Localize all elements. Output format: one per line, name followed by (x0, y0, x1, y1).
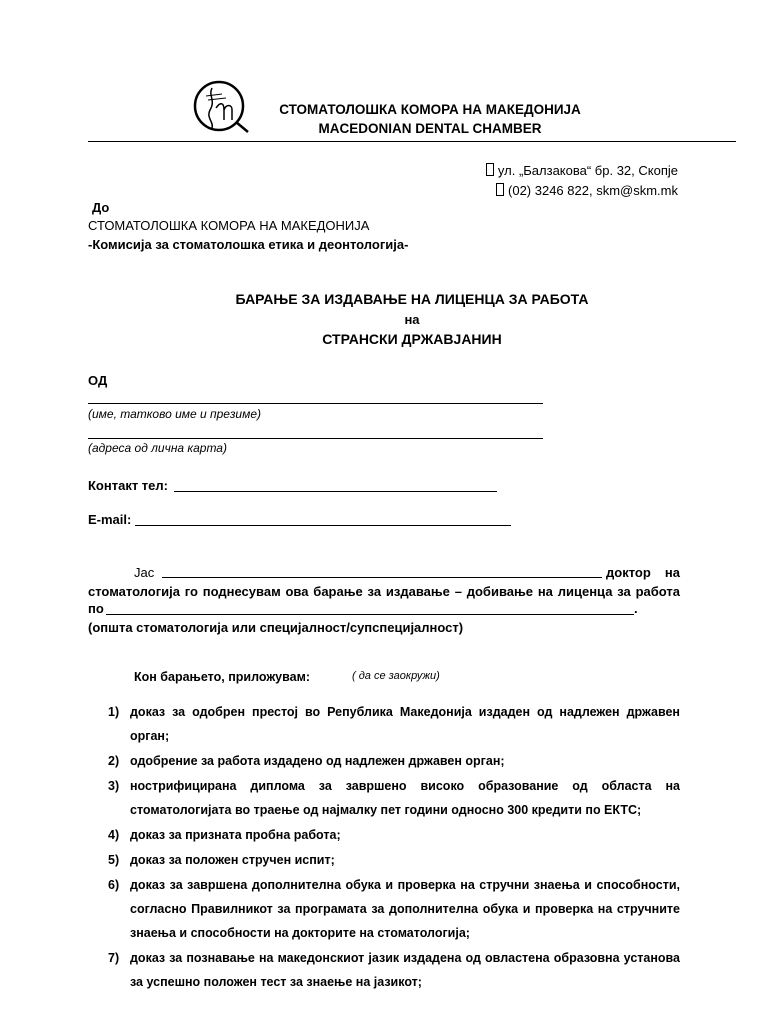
org-name-en: MACEDONIAN DENTAL CHAMBER (318, 121, 542, 136)
chamber-logo (192, 76, 252, 138)
list-item: 4) доказ за призната пробна работа; (108, 828, 341, 842)
specialty-field[interactable] (106, 614, 634, 615)
address-hint: (адреса од лична карта) (88, 441, 227, 455)
address-text: ул. „Балзакова“ бр. 32, Скопје (497, 163, 678, 178)
list-item: 5) доказ за положен стручен испит; (108, 853, 335, 867)
phone-email-text: (02) 3246 822, skm@skm.mk (508, 183, 678, 198)
statement-doktor-na: доктор на (606, 565, 680, 580)
list-item: 2) одобрение за работа издадено од надлежен државен орган; (108, 754, 505, 768)
recipient-to: До (92, 200, 110, 215)
address-line (440, 163, 678, 178)
title-na: на (404, 312, 420, 327)
recipient-commission: -Комисија за стоматолошка етика и деонтологија- (88, 237, 409, 252)
name-hint: (име, татково име и презиме) (88, 407, 261, 421)
recipient-org: СТОМАТОЛОШКА КОМОРА НА МАКЕДОНИЈА (88, 218, 370, 233)
phone-label: Контакт тел: (88, 478, 168, 493)
title-subject: СТРАНСКИ ДРЖАВЈАНИН (322, 331, 502, 347)
from-label: ОД (88, 373, 108, 388)
statement-name-field[interactable] (162, 577, 602, 578)
list-item: 6) доказ за завршена дополнителна обука и проверка на стручни знаења и способности, согласно Правилникот за програмата за дополнителна обука и проверка на стручните знаења и способности на докторите на стоматологија; (108, 878, 680, 940)
email-field[interactable] (135, 525, 511, 526)
phone-email-line (440, 183, 678, 198)
page-title: БАРАЊЕ ЗА ИЗДАВАЊЕ НА ЛИЦЕНЦА ЗА РАБОТА (235, 291, 589, 307)
hint-specialty: специјалност/супспецијалност) (256, 620, 464, 635)
attachments-list (88, 700, 680, 995)
phone-icon (496, 183, 504, 196)
hint-general: (општа стоматологија (88, 620, 232, 635)
statement-specialty-hint (88, 620, 463, 635)
list-item: 1) доказ за одобрен престој во Република Македонија издаден од надлежен државен орган; (108, 705, 680, 743)
hint-or: или (231, 620, 256, 635)
email-label: E-mail: (88, 512, 132, 527)
statement-line2: стоматологија го поднесувам ова барање за издавање – добивање на лиценца за работа (88, 584, 680, 599)
address-field[interactable] (88, 438, 543, 439)
name-field[interactable] (88, 403, 543, 404)
list-item: 3) нострифицирана диплома за завршено високо образование од областа на стоматологијата во траење од најмалку пет години односно 300 кредити по ЕКТС; (108, 779, 680, 817)
statement-jas: Јас (134, 565, 155, 580)
phone-field[interactable] (174, 491, 497, 492)
attachments-note: ( да се заокружи) (352, 670, 440, 682)
attachments-label: Кон барањето, приложувам: (134, 670, 311, 684)
list-item: 7) доказ за познавање на македонскиот јазик издадена од овластена образовна установа за успешно положен тест за знаење на јазикот; (108, 951, 680, 989)
statement-dot: . (634, 601, 638, 616)
location-icon (486, 163, 494, 176)
header-divider (88, 141, 736, 142)
org-name-mk: СТОМАТОЛОШКА КОМОРА НА МАКЕДОНИЈА (279, 102, 581, 117)
statement-po: по (88, 601, 104, 616)
